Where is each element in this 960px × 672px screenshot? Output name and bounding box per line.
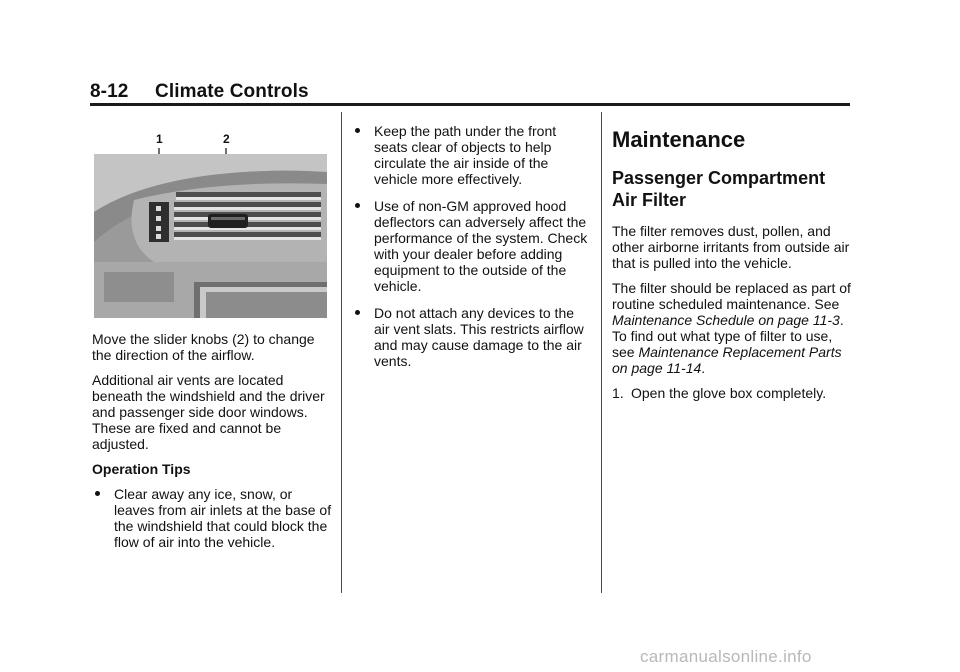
page-number: 8-12 [90,81,129,102]
bullet-icon [355,128,360,133]
watermark: carmanualsonline.info [640,647,812,666]
bullet-icon [355,203,360,208]
step-text: Open the glove box completely. [631,385,827,401]
air-vent-figure [94,132,327,318]
step-number: 1. [612,385,624,401]
cross-reference-link[interactable]: Maintenance Replacement Parts on page 11-14 [612,344,842,376]
list-item: Clear away any ice, snow, or leaves from air inlets at the base of the windshield that could block the flow of air into the vehicle. [92,486,332,550]
cross-reference-link[interactable]: Maintenance Schedule on page 11-3 [612,312,840,328]
bullet-icon [95,491,100,496]
paragraph: Additional air vents are located beneath the windshield and the driver and passenger side door windows. These are fixed and cannot be adjusted. [92,372,325,452]
chapter-title: Climate Controls [155,81,309,102]
operation-tips-heading: Operation Tips [92,461,191,477]
column-left [92,331,332,561]
list-item: Use of non-GM approved hood deflectors can adversely affect the performance of the system. Check with your dealer before adding equipment to the outside of the vehicle. [352,198,588,294]
column-divider [341,112,342,593]
header-rule [90,103,850,106]
paragraph: Move the slider knobs (2) to change the direction of the airflow. [92,331,315,363]
callout-label-1: 1 [156,132,163,146]
callout-label-2: 2 [223,132,230,146]
bullet-list [352,123,588,369]
paragraph: The filter should be replaced as part of routine scheduled maintenance. See Maintenance Schedule on page 11-3. To find out what type of filter to use, see Maintenance Replacement Parts on page 11-14. [612,280,851,376]
list-item: Keep the path under the front seats clear of objects to help circulate the air inside of the vehicle more effectively. [352,123,588,187]
subsection-title: Passenger Compartment Air Filter [612,168,826,210]
bullet-list [92,486,332,550]
numbered-step [612,385,852,401]
page-header [90,81,850,103]
column-middle [352,123,588,380]
list-item: Do not attach any devices to the air vent slats. This restricts airflow and may cause damage to the air vents. [352,305,588,369]
bullet-icon [355,310,360,315]
column-right [612,127,852,410]
section-title: Maintenance [612,127,746,152]
paragraph: The filter removes dust, pollen, and other airborne irritants from outside air that is pulled into the vehicle. [612,223,850,271]
column-divider [601,112,602,593]
air-vent-illustration [94,132,327,318]
